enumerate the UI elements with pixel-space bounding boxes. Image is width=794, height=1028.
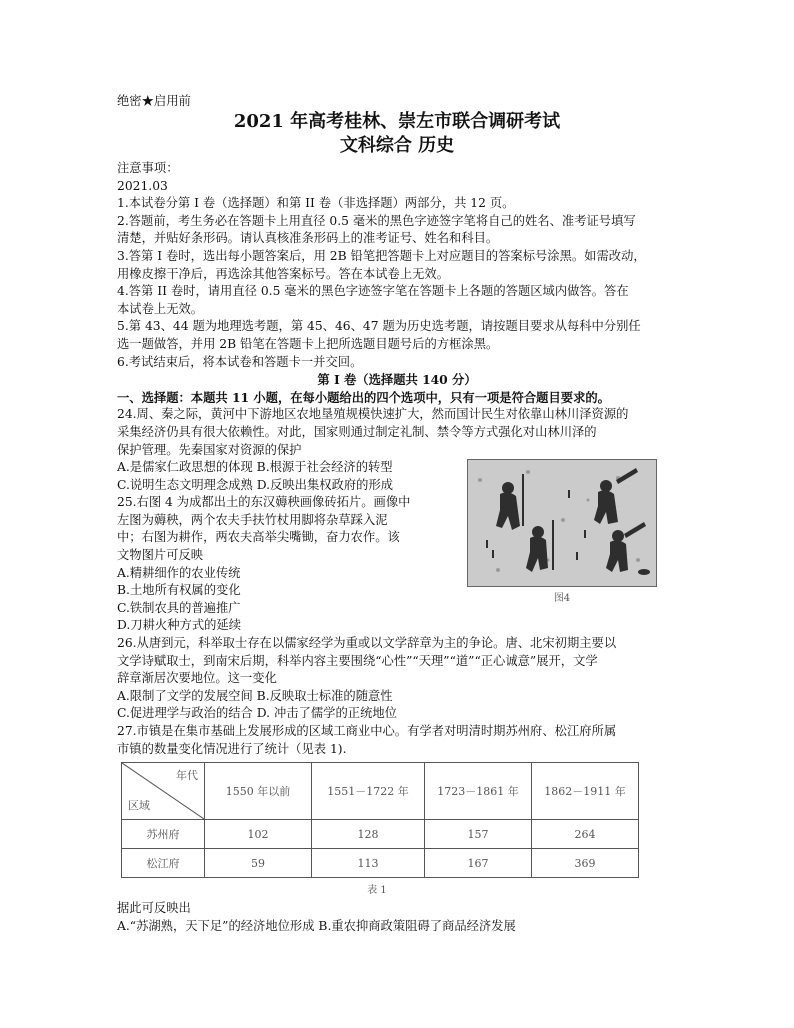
question-24 [117,406,677,459]
table-cell: 167 [425,849,532,878]
table-corner-cell [122,763,205,820]
secret-label: 绝密★启用前 [117,94,191,108]
table-cell: 157 [425,820,532,849]
figure-caption: 图4 [553,593,571,605]
q24-stem: 24.周、秦之际，黄河中下游地区农地垦殖规模快速扩大，然而国计民生对依靠山林川泽资源的 [117,407,629,422]
exam-title: 2021 年高考桂林、崇左市联合调研考试 [233,111,561,132]
q25-stem: 中；右图为耕作，两农夫高举尖嘴锄，奋力农作。该 [117,530,400,545]
notice-item: 5.第 43、44 题为地理选考题，第 45、46、47 题为历史选考题，请按题目要求从每科中分别任 [117,319,641,334]
notice-item: 6.考试结束后，将本试卷和答题卡一并交回。 [117,354,363,369]
q27-stem: 27.市镇是在集市基础上发展形成的区域工商业中心。有学者对明清时期苏州府、松江府所属 [117,724,617,738]
q24-option: C.说明生态文明理念成熟 D.反映出集权政府的形成 [117,477,394,492]
exam-page [117,92,677,935]
table-header-row [122,763,639,820]
table-header-cell: 1551－1722 年 [312,763,425,820]
table-row-label: 苏州府 [122,820,205,849]
q27-stem: 市镇的数量变化情况进行了统计（见表 1). [117,741,347,756]
section-intro: 一、选择题：本题共 11 小题，在每小题给出的四个选项中，只有一项是符合题目要求的。 [117,389,610,405]
table-row [122,820,639,849]
rubbing-image [467,459,657,587]
q25-option: D.刀耕火种方式的延续 [117,618,242,633]
notice-item: 1.本试卷分第 I 卷（选择题）和第 II 卷（非选择题）两部分，共 12 页。 [117,196,515,211]
q25-option: B.土地所有权属的变化 [117,583,241,598]
notice-item: 用橡皮擦干净后，再选涂其他答案标号。答在本试卷上无效。 [117,266,450,281]
q26-stem: 26.从唐到元，科举取士存在以儒家经学为重或以文学辞章为主的争论。唐、北宋初期主要以 [117,636,617,651]
q26-stem: 文学诗赋取士，到南宋后期，科举内容主要围绕“心性”“天理”“道”“正心诚意”展开，文学 [117,653,598,668]
q25-stem: 左图为薅秧，两个农夫手扶竹杖用脚将杂草踩入泥 [117,512,388,527]
table-cell: 102 [205,820,312,849]
notice-item: 2.答题前，考生务必在答题卡上用直径 0.5 毫米的黑色字迹签字笔将自己的姓名、准考证号填写 [117,213,636,228]
q26-option: A.限制了文学的发展空间 B.反映取士标准的随意性 [117,688,393,703]
figure-4 [467,459,657,607]
notice-date: 2021.03 [117,178,168,193]
question-27 [117,723,677,935]
q27-prompt: 据此可反映出 [117,901,191,916]
notice-item: 本试卷上无效。 [117,301,204,316]
farmers-rubbing-illustration [468,460,656,586]
question-26 [117,635,677,723]
corner-top-label: 年代 [176,769,198,783]
q25-stem: 25.右图 4 为成都出土的东汉薅秧画像砖拓片。画像中 [117,495,411,510]
corner-bottom-label: 区域 [128,799,150,813]
table-header-cell: 1550 年以前 [205,763,312,820]
q24-q25-block [117,459,677,635]
notice-item: 4.答第 II 卷时，请用直径 0.5 毫米的黑色字迹签字笔在答题卡上各题的答题区域内做答。答在 [117,284,629,299]
q27-option: A.“苏湖熟，天下足”的经济地位形成 B.重农抑商政策阻碍了商品经济发展 [117,918,516,933]
notice-item: 3.答第 I 卷时，选出每小题答案后，用 2B 铅笔把答题卡上对应题目的答案标号涂黑。如需改动， [117,248,646,263]
q24-stem: 采集经济仍具有很大依赖性。对此，国家则通过制定礼制、禁令等方式强化对山林川泽的 [117,424,597,439]
table-cell: 264 [532,820,639,849]
q25-option: C.铁制农具的普遍推广 [117,600,241,615]
notice-item: 选一题做答，并用 2B 铅笔在答题卡上把所选题目题号后的方框涂黑。 [117,336,499,351]
notice-section [117,160,677,371]
q24-option: A.是儒家仁政思想的体现 B.根源于社会经济的转型 [117,460,393,475]
table-cell: 113 [312,849,425,878]
q25-option: A.精耕细作的农业传统 [117,565,241,580]
q25-stem: 文物图片可反映 [117,548,204,563]
table-header-cell: 1723－1861 年 [425,763,532,820]
table-header-cell: 1862－1911 年 [532,763,639,820]
market-town-table [121,762,639,878]
notice-item: 清楚，并贴好条形码。请认真核准条形码上的准考证号、姓名和科目。 [117,231,499,246]
table-caption: 表 1 [367,885,387,897]
section-heading: 第 I 卷（选择题共 140 分） [317,372,477,388]
table-cell: 369 [532,849,639,878]
q26-stem: 辞章渐居次要地位。这一变化 [117,671,277,686]
table-row-label: 松江府 [122,849,205,878]
exam-subtitle: 文科综合 历史 [339,135,455,156]
q24-stem: 保护管理。先秦国家对资源的保护 [117,442,302,457]
notice-heading: 注意事项： [117,161,179,175]
table-row [122,849,639,878]
table-cell: 128 [312,820,425,849]
q26-option: C.促进理学与政治的结合 D. 冲击了儒学的正统地位 [117,706,397,721]
table-cell: 59 [205,849,312,878]
